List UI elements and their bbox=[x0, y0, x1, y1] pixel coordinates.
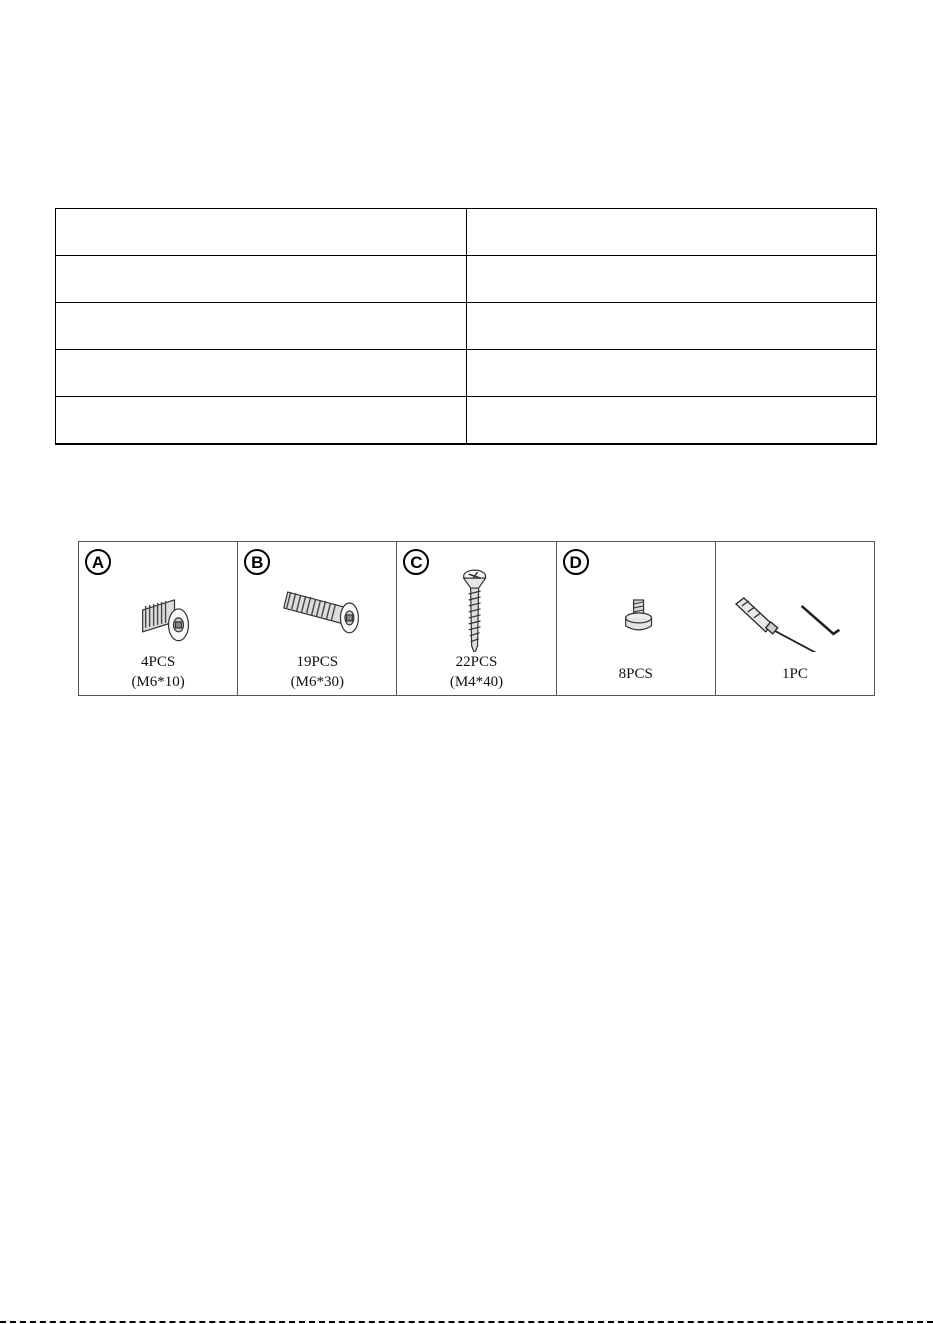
quantity-label: 8PCS bbox=[618, 666, 653, 682]
table-cell bbox=[466, 303, 877, 350]
hardware-item-a bbox=[79, 542, 238, 695]
letter-badge: C bbox=[403, 549, 429, 575]
quantity-label: 19PCS bbox=[296, 654, 339, 670]
bolt-short-icon bbox=[79, 542, 237, 652]
letter-badge: A bbox=[85, 549, 111, 575]
hardware-item-tools bbox=[716, 542, 874, 695]
table-row bbox=[56, 303, 877, 350]
table-cell bbox=[466, 397, 877, 445]
size-label: (M6*30) bbox=[290, 674, 344, 690]
screwdriver-allen-key-icon bbox=[716, 542, 874, 652]
table-cell bbox=[56, 397, 467, 445]
hardware-item-b bbox=[238, 542, 397, 695]
spec-table bbox=[55, 208, 877, 445]
quantity-label: 22PCS bbox=[455, 654, 498, 670]
letter-badge: D bbox=[563, 549, 589, 575]
table-row bbox=[56, 209, 877, 256]
table-cell bbox=[56, 209, 467, 256]
table-row bbox=[56, 397, 877, 445]
table-row bbox=[56, 256, 877, 303]
table-cell bbox=[56, 303, 467, 350]
wood-screw-icon bbox=[397, 542, 555, 652]
quantity-label: 1PC bbox=[781, 666, 808, 682]
quantity-label: 4PCS bbox=[141, 654, 176, 670]
leveling-foot-icon bbox=[557, 542, 715, 652]
size-label: (M4*40) bbox=[449, 674, 504, 690]
table-cell bbox=[466, 350, 877, 397]
hardware-item-d bbox=[557, 542, 716, 695]
table-cell bbox=[56, 256, 467, 303]
table-cell bbox=[466, 256, 877, 303]
table-row bbox=[56, 350, 877, 397]
bolt-long-icon bbox=[238, 542, 396, 652]
hardware-list bbox=[78, 541, 875, 696]
hardware-item-c bbox=[397, 542, 556, 695]
table-cell bbox=[466, 209, 877, 256]
table-cell bbox=[56, 350, 467, 397]
letter-badge: B bbox=[244, 549, 270, 575]
size-label: (M6*10) bbox=[131, 674, 185, 690]
page-bottom-rule bbox=[0, 1321, 933, 1323]
